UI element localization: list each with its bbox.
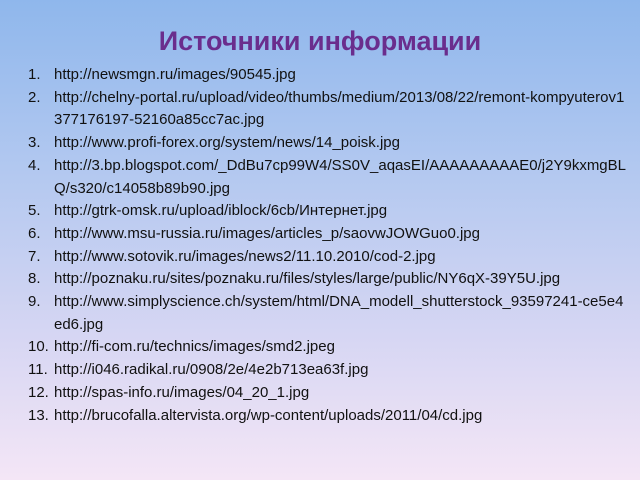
source-url: http://www.sotovik.ru/images/news2/11.10.2010/cod-2.jpg bbox=[54, 247, 436, 265]
source-url: http://fi-com.ru/technics/images/smd2.jpeg bbox=[54, 338, 335, 356]
list-item-number: 8. bbox=[28, 270, 41, 288]
list-item-number: 13. bbox=[28, 406, 49, 424]
list-item-number: 4. bbox=[28, 156, 41, 174]
source-url: http://brucofalla.altervista.org/wp-content/uploads/2011/04/cd.jpg bbox=[54, 406, 483, 424]
list-item bbox=[28, 64, 626, 87]
list-item bbox=[28, 359, 626, 382]
source-url: http://www.profi-forex.org/system/news/14_poisk.jpg bbox=[54, 134, 400, 152]
list-item bbox=[28, 382, 626, 405]
sources-list bbox=[28, 64, 626, 427]
list-item-number: 2. bbox=[28, 88, 41, 106]
source-url: http://i046.radikal.ru/0908/2e/4e2b713ea63f.jpg bbox=[54, 361, 369, 379]
list-item bbox=[28, 223, 626, 246]
list-item-number: 1. bbox=[28, 66, 41, 83]
list-item bbox=[28, 336, 626, 359]
list-item-number: 9. bbox=[28, 293, 41, 311]
source-url: http://3.bp.blogspot.com/_DdBu7cp99W4/SS0V_aqasEI/AAAAAAAAAE0/j2Y9kxmgBLQ/s320/c14058b89b90.jpg bbox=[54, 156, 626, 197]
source-url: http://spas-info.ru/images/04_20_1.jpg bbox=[54, 383, 310, 401]
list-item-number: 7. bbox=[28, 247, 41, 265]
list-item bbox=[28, 291, 626, 336]
list-item-number: 6. bbox=[28, 224, 41, 242]
source-url: http://www.simplyscience.ch/system/html/DNA_modell_shutterstock_93597241-ce5e4ed6.jpg bbox=[54, 293, 624, 333]
list-item bbox=[28, 405, 626, 428]
source-url: http://www.msu-russia.ru/images/articles_p/saovwJOWGuo0.jpg bbox=[54, 224, 480, 242]
list-item-number: 5. bbox=[28, 202, 41, 220]
list-item bbox=[28, 200, 626, 223]
source-url: http://chelny-portal.ru/upload/video/thumbs/medium/2013/08/22/remont-kompyuterov1377176197-52160a85cc7ac.jpg bbox=[54, 88, 625, 129]
list-item bbox=[28, 132, 626, 155]
list-item-number: 11. bbox=[28, 361, 48, 379]
source-url: http://newsmgn.ru/images/90545.jpg bbox=[54, 66, 296, 83]
slide-title: Источники информации bbox=[158, 26, 482, 56]
list-item-number: 3. bbox=[28, 134, 41, 152]
source-url: http://poznaku.ru/sites/poznaku.ru/files/styles/large/public/NY6qX-39Y5U.jpg bbox=[54, 270, 561, 288]
list-item-number: 12. bbox=[28, 383, 49, 401]
list-item bbox=[28, 268, 626, 291]
list-item bbox=[28, 246, 626, 269]
source-url: http://gtrk-omsk.ru/upload/iblock/6cb/Интернет.jpg bbox=[54, 202, 388, 220]
list-item bbox=[28, 87, 626, 132]
list-item-number: 10. bbox=[28, 338, 49, 356]
list-item bbox=[28, 155, 626, 200]
